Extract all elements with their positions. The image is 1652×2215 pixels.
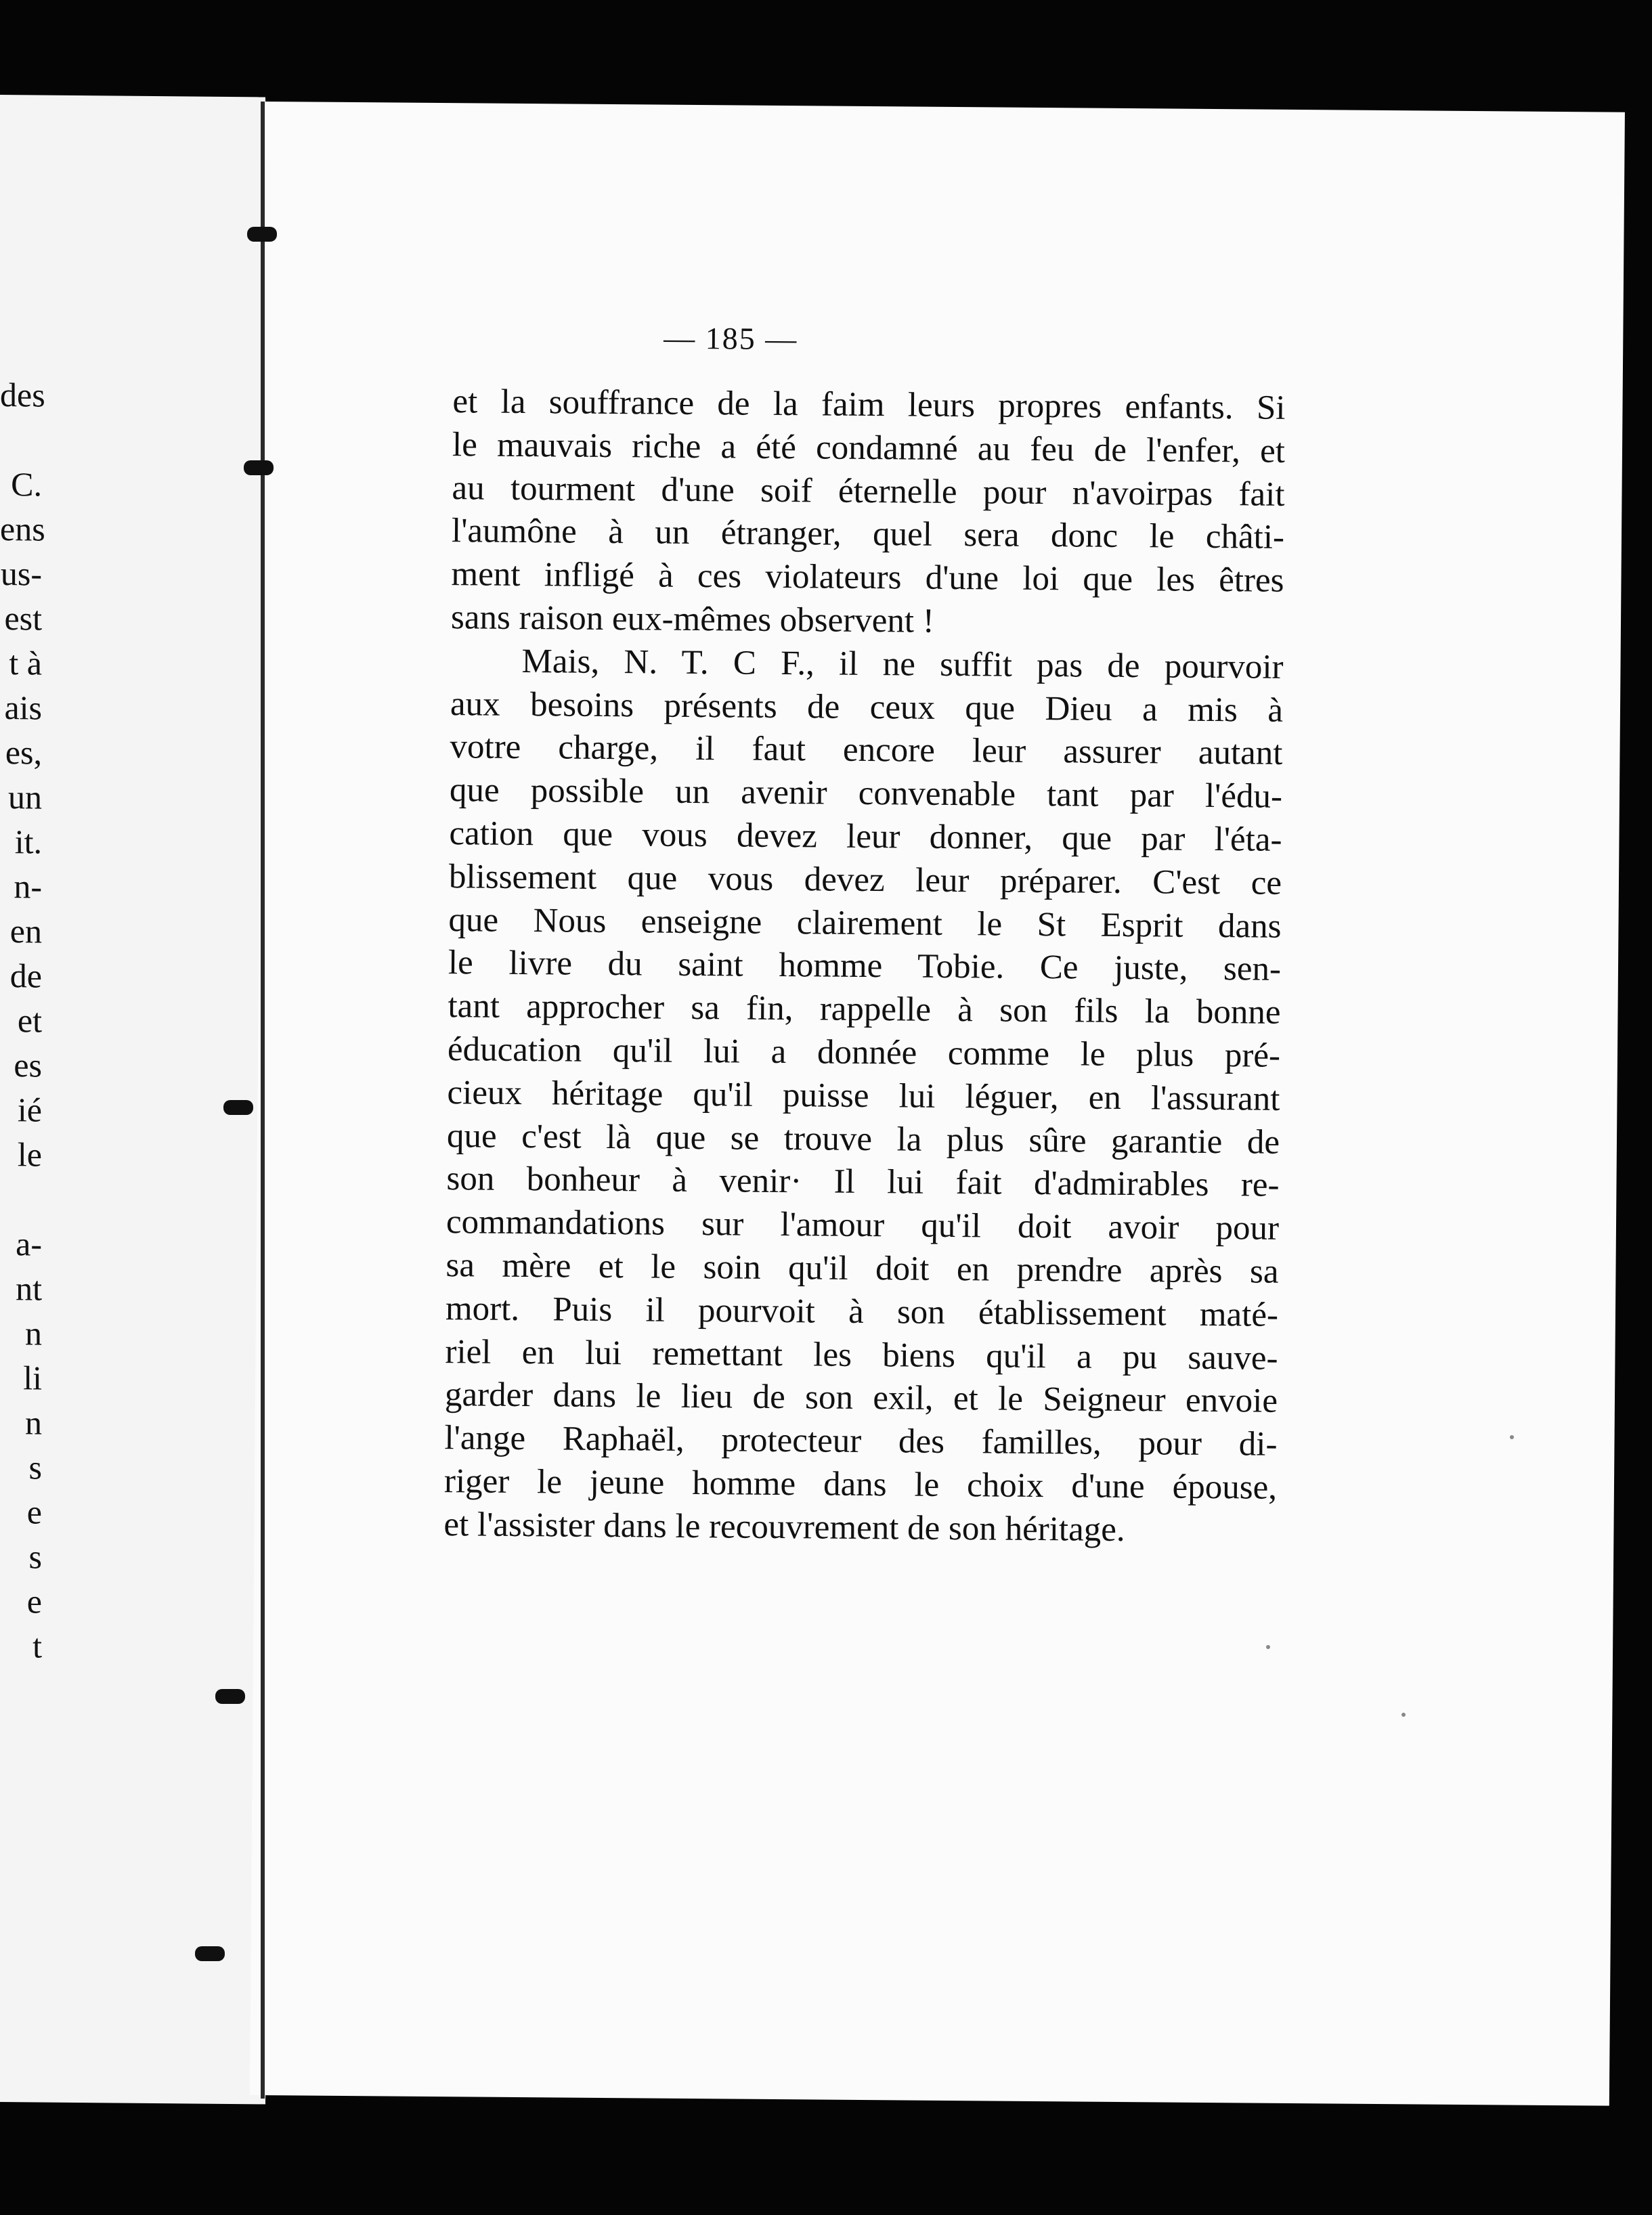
- text-line: son bonheur à venir· Il lui fait d'admirables re-: [446, 1160, 1280, 1205]
- text-line: le mauvais riche a été condamné au feu de l'enfer, et: [452, 425, 1286, 470]
- left-fragment-line: a-: [16, 1225, 42, 1263]
- page-number: — 185 —: [664, 320, 798, 357]
- dust-speck: [1401, 1713, 1406, 1717]
- left-fragment-line: us-: [0, 554, 42, 593]
- binding-stitch: [244, 460, 274, 475]
- text-line: tant approcher sa fin, rappelle à son fils la bonne: [448, 987, 1281, 1032]
- text-line: riel en lui remettant les biens qu'il a pu sauve-: [445, 1332, 1278, 1378]
- left-fragment-line: [0, 417, 265, 464]
- left-fragment-line: n: [25, 1314, 42, 1353]
- text-line: que Nous enseigne clairement le St Esprit dans: [448, 900, 1282, 946]
- binding-gutter: [261, 102, 265, 2099]
- left-fragment-line: et: [17, 1001, 42, 1040]
- paragraph-2: [443, 640, 1283, 1553]
- text-line: riger le jeune homme dans le choix d'une épouse,: [443, 1462, 1278, 1507]
- text-line: sans raison eux-mêmes observent !: [450, 598, 935, 640]
- binding-stitch: [223, 1100, 253, 1115]
- text-line: cieux héritage qu'il puisse lui léguer, en l'assurant: [447, 1073, 1280, 1118]
- left-fragment-line: nt: [16, 1269, 42, 1308]
- text-line: ment infligé à ces violateurs d'une loi que les êtres: [451, 555, 1284, 600]
- right-page: [250, 102, 1625, 2106]
- left-fragment-line: t à: [9, 644, 42, 682]
- text-line: éducation qu'il lui a donnée comme le plus pré-: [447, 1030, 1281, 1075]
- text-line: que c'est là que se trouve la plus sûre garantie de: [446, 1116, 1280, 1162]
- left-fragment-line: it.: [14, 823, 42, 861]
- paragraph-1: [451, 380, 1286, 646]
- left-fragment-line: des: [0, 376, 45, 414]
- binding-stitch: [195, 1946, 225, 1961]
- left-fragment-line: ié: [17, 1091, 42, 1129]
- left-fragment-line: de: [9, 957, 42, 995]
- binding-stitch: [247, 227, 277, 242]
- left-fragment-line: [0, 1177, 265, 1223]
- left-fragment-line: ens: [0, 510, 45, 548]
- text-line: commandations sur l'amour qu'il doit avoir pour: [445, 1203, 1280, 1248]
- text-line: l'ange Raphaël, protecteur des familles, pour di-: [444, 1419, 1278, 1464]
- left-fragment-line: n: [25, 1403, 42, 1442]
- left-fragment-line: li: [23, 1359, 42, 1397]
- text-line: mort. Puis il pourvoit à son établissement maté-: [445, 1289, 1279, 1334]
- text-line: aux besoins présents de ceux que Dieu a mis à: [450, 684, 1284, 730]
- text-line: Mais, N. T. C F., il ne suffit pas de pourvoir: [521, 642, 1284, 686]
- text-line: blissement que vous devez leur préparer. C'est ce: [448, 857, 1282, 902]
- left-fragment-line: t: [32, 1627, 42, 1665]
- text-line: garder dans le lieu de son exil, et le Seigneur envoie: [444, 1376, 1278, 1421]
- left-fragment-line: en: [9, 912, 42, 950]
- left-fragment-line: n-: [14, 867, 42, 906]
- left-fragment-line: est: [4, 599, 42, 638]
- dust-speck: [1510, 1435, 1514, 1439]
- body-text: [443, 380, 1285, 1553]
- left-fragment-line: s: [28, 1537, 42, 1576]
- left-fragment-line: C.: [11, 465, 42, 504]
- text-line: que possible un avenir convenable tant par l'édu-: [449, 771, 1283, 816]
- left-fragment-line: e: [26, 1493, 42, 1531]
- left-fragment-line: ais: [4, 688, 42, 727]
- left-fragment-line: e: [26, 1582, 42, 1621]
- left-fragment-line: un: [8, 778, 42, 816]
- text-line: votre charge, il faut encore leur assurer autant: [450, 728, 1283, 773]
- text-line: l'aumône à un étranger, quel sera donc le châti-: [451, 512, 1285, 557]
- text-line: le livre du saint homme Tobie. Ce juste, sen-: [448, 944, 1282, 989]
- left-page: [0, 95, 265, 2104]
- text-line: cation que vous devez leur donner, que par l'éta-: [449, 814, 1282, 859]
- left-fragment-line: le: [17, 1135, 42, 1174]
- left-fragment-line: es,: [5, 733, 42, 772]
- dust-speck: [1266, 1645, 1270, 1649]
- left-page-text-fragments: [0, 372, 265, 1670]
- text-line: et la souffrance de la faim leurs propres enfants. Si: [452, 382, 1286, 427]
- text-line: et l'assister dans le recouvrement de son héritage.: [443, 1505, 1125, 1549]
- text-line: sa mère et le soin qu'il doit en prendre après sa: [445, 1246, 1279, 1291]
- text-line: au tourment d'une soif éternelle pour n'avoirpas fait: [452, 468, 1285, 514]
- left-fragment-line: s: [28, 1448, 42, 1487]
- left-fragment-line: es: [14, 1046, 42, 1084]
- binding-stitch: [215, 1689, 245, 1704]
